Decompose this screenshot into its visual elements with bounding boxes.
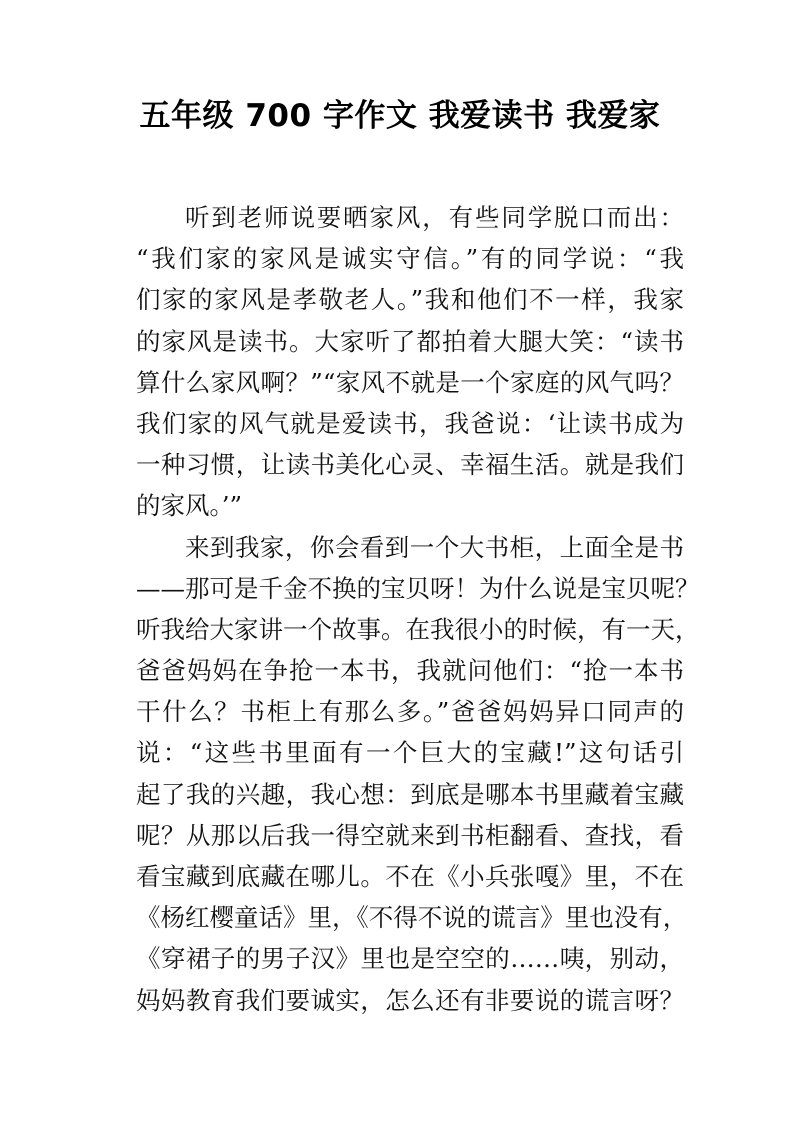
paragraph-2-line-12: 妈妈教育我们要诚实，怎么还有非要说的谎言呀？	[136, 985, 684, 1015]
paragraph-1-line-5: 算什么家风啊？”“家风不就是一个家庭的风气吗？	[136, 367, 684, 397]
essay-body	[136, 197, 700, 1021]
paragraph-1-line-2: “我们家的家风是诚实守信。”有的同学说：“我	[136, 244, 684, 274]
paragraph-2-line-7: 起了我的兴趣，我心想：到底是哪本书里藏着宝藏	[136, 779, 684, 809]
paragraph-2-line-8: 呢？从那以后我一得空就来到书柜翻看、查找，看	[136, 820, 684, 850]
paragraph-1-line-7: 一种习惯，让读书美化心灵、幸福生活。就是我们	[136, 450, 684, 480]
paragraph-2-line-2: ——那可是千金不换的宝贝呀！为什么说是宝贝呢？	[136, 573, 700, 603]
paragraph-2-line-3: 听我给大家讲一个故事。在我很小的时候，有一天，	[136, 614, 700, 644]
paragraph-2-line-5: 干什么？书柜上有那么多。”爸爸妈妈异口同声的	[136, 697, 684, 727]
paragraph-2-line-4: 爸爸妈妈在争抢一本书，我就问他们：“抢一本书	[136, 656, 684, 686]
paragraph-1-line-4: 的家风是读书。大家听了都拍着大腿大笑：“读书	[136, 326, 684, 356]
paragraph-2-line-9: 看宝藏到底藏在哪儿。不在《小兵张嘎》里，不在	[136, 862, 684, 891]
paragraph-2-line-6: 说：“这些书里面有一个巨大的宝藏!”这句话引	[136, 738, 684, 768]
paragraph-1-line-8: 的家风。’”	[136, 491, 243, 521]
paragraph-1-line-6: 我们家的风气就是爱读书，我爸说：‘让读书成为	[136, 408, 684, 438]
paragraph-1-line-3: 们家的家风是孝敬老人。”我和他们不一样，我家	[136, 285, 684, 315]
paragraph-2-line-1: 来到我家，你会看到一个大书柜，上面全是书	[185, 532, 684, 562]
paragraph-1-line-1: 听到老师说要晒家风，有些同学脱口而出：	[185, 203, 684, 232]
paragraph-2-line-11: 《穿裙子的男子汉》里也是空空的……咦，别动，	[136, 944, 684, 974]
paragraph-2-line-10: 《杨红樱童话》里，《不得不说的谎言》里也没有，	[136, 903, 688, 933]
document-title: 五年级 700 字作文 我爱读书 我爱家	[139, 98, 661, 134]
